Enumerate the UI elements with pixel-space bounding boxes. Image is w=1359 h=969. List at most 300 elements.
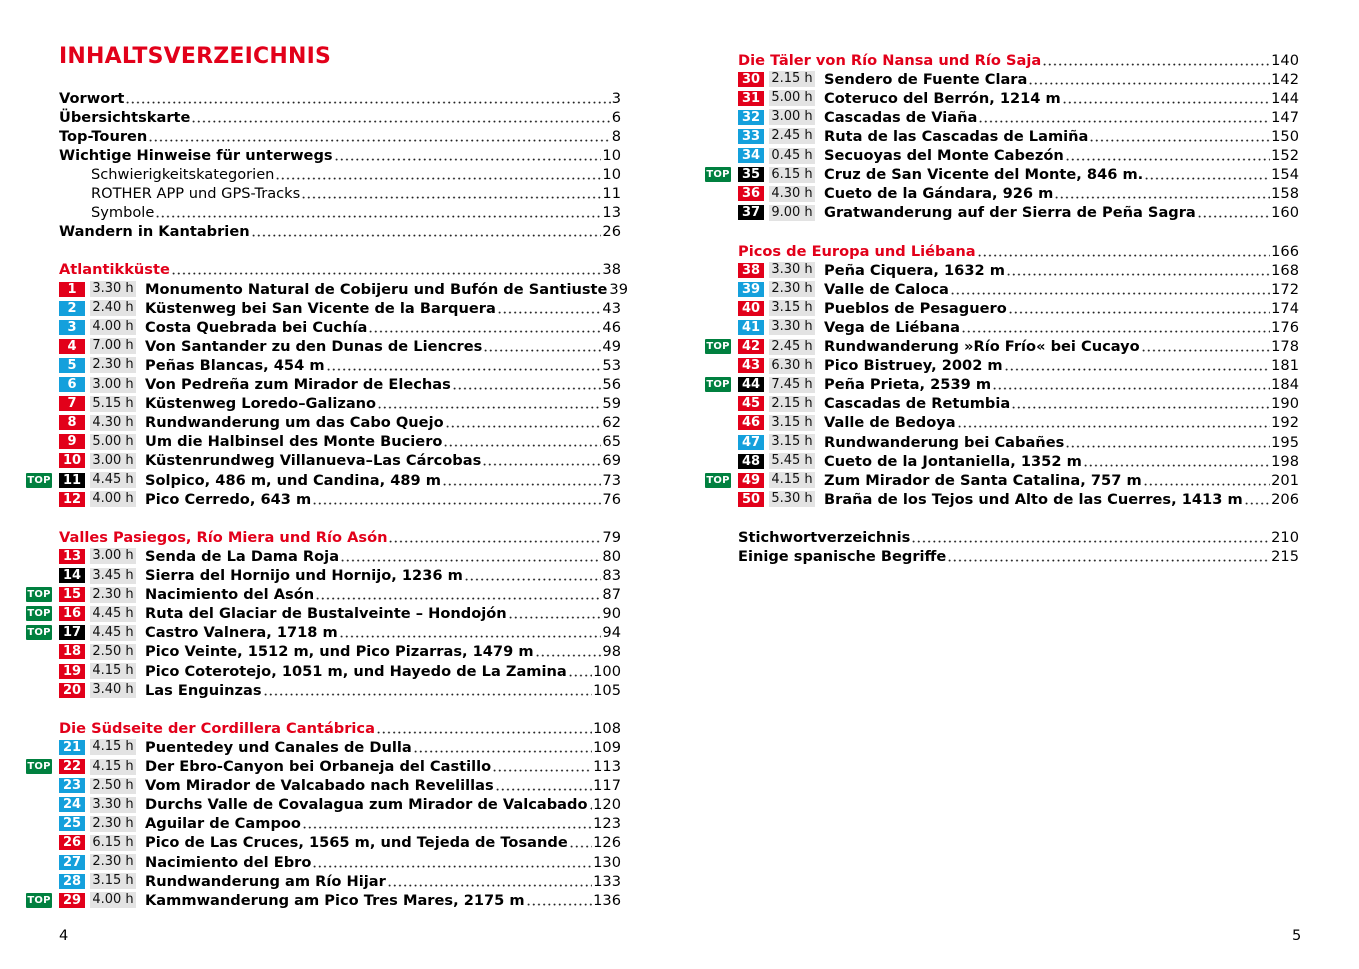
top-tour-badge: TOP <box>27 761 51 772</box>
duration-badge: 7.45 h <box>769 377 815 393</box>
toc-entry[interactable] <box>59 127 621 146</box>
page-ref: 158 <box>1271 185 1299 203</box>
tour-entry-7[interactable] <box>59 394 621 413</box>
tour-entry-43[interactable] <box>738 356 1299 375</box>
dot-leader <box>977 242 1271 261</box>
tour-entry-28[interactable] <box>59 872 621 891</box>
tour-number-badge: 11 <box>59 473 85 488</box>
duration-badge: 4.00 h <box>90 319 136 335</box>
duration-badge: 2.30 h <box>90 854 136 870</box>
dot-leader <box>302 814 592 833</box>
entry-title: ROTHER APP und GPS-Tracks <box>91 185 301 202</box>
duration-badge: 3.40 h <box>90 682 136 698</box>
dot-leader <box>1065 433 1270 452</box>
duration-badge: 4.45 h <box>90 606 136 622</box>
page-ref: 181 <box>1271 357 1299 375</box>
tour-title: Der Ebro-Canyon bei Orbaneja del Castillo <box>145 758 492 775</box>
tour-entry-34[interactable] <box>738 146 1299 165</box>
dot-leader <box>1089 127 1270 146</box>
duration-badge: 9.00 h <box>769 205 815 221</box>
toc-entry[interactable] <box>59 222 621 241</box>
page-ref: 147 <box>1271 108 1299 126</box>
dot-leader <box>340 547 601 566</box>
dot-leader <box>368 318 601 337</box>
dot-leader <box>492 757 592 776</box>
tour-entry-5[interactable] <box>59 356 621 375</box>
tour-title: Vega de Liébana <box>824 318 960 336</box>
tour-entry-38[interactable] <box>738 261 1299 280</box>
duration-badge: 3.15 h <box>90 873 136 889</box>
tour-title: Senda de La Dama Roja <box>145 547 340 565</box>
duration-badge: 2.50 h <box>90 778 136 794</box>
tour-entry-41[interactable] <box>738 318 1299 337</box>
page-ref: 109 <box>593 738 621 756</box>
page-ref: 174 <box>1271 299 1299 317</box>
tour-title: Pico Coterotejo, 1051 m, und Hayedo de La Zamina <box>145 662 567 680</box>
tour-number-badge: 13 <box>59 549 85 564</box>
tour-title: Nacimiento del Asón <box>145 586 315 604</box>
tour-number-badge: 10 <box>59 453 85 468</box>
tour-entry-30[interactable] <box>738 70 1299 89</box>
tour-number-badge: 29 <box>59 893 85 908</box>
duration-badge: 4.45 h <box>90 472 136 488</box>
tour-entry-23[interactable] <box>59 776 621 795</box>
tour-entry-33[interactable] <box>738 127 1299 146</box>
tour-entry-11[interactable] <box>27 471 621 490</box>
toc-entry[interactable] <box>59 108 621 127</box>
dot-leader <box>978 108 1270 127</box>
tour-entry-4[interactable] <box>59 337 621 356</box>
dot-leader <box>155 203 601 222</box>
chapter-heading[interactable] <box>59 719 621 738</box>
dot-leader <box>961 318 1270 337</box>
duration-badge: 3.15 h <box>769 434 815 450</box>
dot-leader <box>1143 471 1270 490</box>
toc-entry[interactable] <box>59 146 621 165</box>
duration-badge: 3.00 h <box>90 453 136 469</box>
tour-entry-31[interactable] <box>738 89 1299 108</box>
tour-number-badge: 38 <box>738 263 764 278</box>
tour-entry-20[interactable] <box>59 681 621 700</box>
tour-entry-6[interactable] <box>59 375 621 394</box>
tour-title: Küstenweg bei San Vicente de la Barquera <box>145 299 496 317</box>
tour-entry-3[interactable] <box>59 318 621 337</box>
page-ref: 190 <box>1271 395 1299 413</box>
top-tour-badge: TOP <box>706 474 730 486</box>
tour-entry-39[interactable] <box>738 280 1299 299</box>
dot-leader <box>275 165 601 184</box>
toc-entry[interactable] <box>738 547 1299 566</box>
dot-leader <box>445 413 602 432</box>
tour-entry-19[interactable] <box>59 662 621 681</box>
dot-leader <box>1065 146 1270 165</box>
top-tour-badge: TOP <box>27 474 51 486</box>
tour-title: Costa Quebrada bei Cuchía <box>145 318 368 336</box>
dot-leader <box>1004 356 1271 375</box>
page-ref: 166 <box>1271 242 1299 260</box>
tour-title: Cascadas de Viaña <box>824 108 978 126</box>
page-number-left: 4 <box>59 927 69 944</box>
page-ref: 90 <box>602 605 621 623</box>
duration-badge: 4.30 h <box>769 186 815 202</box>
chapter-heading[interactable] <box>738 242 1299 261</box>
tour-entry-15[interactable] <box>27 585 621 604</box>
page-ref: 178 <box>1271 338 1299 355</box>
tour-title: Rundwanderung um das Cabo Quejo <box>145 414 444 432</box>
tour-number-badge: 43 <box>738 358 764 373</box>
page-ref: 142 <box>1271 70 1299 88</box>
toc-subentry[interactable] <box>91 203 621 222</box>
dot-leader <box>1197 203 1270 222</box>
tour-entry-37[interactable] <box>738 203 1299 222</box>
tour-number-badge: 35 <box>738 167 764 182</box>
tour-title: Coteruco del Berrón, 1214 m <box>824 89 1061 107</box>
tour-title: Cruz de San Vicente del Monte, 846 m. <box>824 166 1144 184</box>
tour-number-badge: 50 <box>738 492 764 507</box>
tour-number-badge: 19 <box>59 664 85 679</box>
tour-title: Pico de Las Cruces, 1565 m, und Tejeda de Tosande <box>145 834 568 852</box>
duration-badge: 3.00 h <box>769 109 815 125</box>
dot-leader <box>483 337 601 356</box>
dot-leader <box>191 108 610 127</box>
tour-title: Pueblos de Pesaguero <box>824 299 1007 317</box>
tour-number-badge: 28 <box>59 874 85 889</box>
tour-entry-9[interactable] <box>59 432 621 451</box>
page-ref: 38 <box>602 261 621 279</box>
dot-leader <box>334 146 602 165</box>
page-ref: 80 <box>602 547 621 565</box>
page-ref: 206 <box>1271 490 1299 508</box>
duration-badge: 4.00 h <box>90 892 136 908</box>
duration-badge: 3.30 h <box>90 797 136 813</box>
page-ref: 215 <box>1271 548 1299 566</box>
page-title: INHALTSVERZEICHNIS <box>59 44 332 69</box>
page-ref: 154 <box>1271 166 1299 184</box>
dot-leader <box>1006 261 1270 280</box>
entry-title: Top-Touren <box>59 127 148 145</box>
tour-title: Küstenrundweg Villanueva–Las Cárcobas <box>145 452 482 470</box>
top-tour-badge: TOP <box>27 894 51 906</box>
page-ref: 87 <box>602 586 621 604</box>
duration-badge: 2.45 h <box>769 128 815 144</box>
tour-title: Sierra del Hornijo und Hornijo, 1236 m <box>145 567 463 584</box>
tour-entry-42[interactable] <box>706 337 1299 356</box>
chapter-heading[interactable] <box>59 260 621 279</box>
tour-entry-13[interactable] <box>59 547 621 566</box>
page-ref: 176 <box>1271 318 1299 336</box>
tour-number-badge: 37 <box>738 205 764 220</box>
dot-leader <box>950 280 1270 299</box>
page-ref: 56 <box>602 376 621 393</box>
tour-number-badge: 6 <box>59 377 85 392</box>
page-ref: 198 <box>1271 452 1299 470</box>
tour-entry-16[interactable] <box>27 604 621 623</box>
dot-leader <box>568 662 592 681</box>
dot-leader <box>251 222 602 241</box>
duration-badge: 4.30 h <box>90 415 136 431</box>
tour-number-badge: 44 <box>738 377 764 392</box>
tour-title: Ruta del Glaciar de Bustalveinte – Hondojón <box>145 605 507 623</box>
duration-badge: 2.30 h <box>769 281 815 297</box>
tour-entry-14[interactable] <box>59 566 621 585</box>
duration-badge: 2.30 h <box>90 357 136 373</box>
tour-number-badge: 31 <box>738 91 764 106</box>
page-ref: 168 <box>1271 261 1299 279</box>
duration-badge: 6.15 h <box>769 167 815 183</box>
tour-number-badge: 9 <box>59 434 85 449</box>
dot-leader <box>1011 394 1270 413</box>
dot-leader <box>1083 452 1270 471</box>
chapter-title: Picos de Europa und Liébana <box>738 242 976 260</box>
tour-entry-32[interactable] <box>738 108 1299 127</box>
tour-title: Cascadas de Retumbia <box>824 395 1011 413</box>
page-ref: 117 <box>593 777 621 795</box>
page-ref: 201 <box>1271 471 1299 489</box>
entry-title: Wichtige Hinweise für unterwegs <box>59 146 333 164</box>
dot-leader <box>148 127 610 146</box>
page-ref: 53 <box>602 356 621 374</box>
tour-number-badge: 7 <box>59 396 85 411</box>
page-ref: 100 <box>593 662 621 680</box>
tour-number-badge: 33 <box>738 129 764 144</box>
tour-entry-17[interactable] <box>27 623 621 642</box>
dot-leader <box>535 642 602 661</box>
tour-title: Monumento Natural de Cobijeru und Bufón de Santiuste <box>145 280 608 298</box>
page-ref: 6 <box>611 108 621 126</box>
tour-title: Castro Valnera, 1718 m <box>145 624 338 642</box>
page-ref: 192 <box>1271 414 1299 432</box>
tour-number-badge: 3 <box>59 320 85 335</box>
dot-leader <box>388 528 601 547</box>
tour-entry-47[interactable] <box>738 433 1299 452</box>
page-ref: 126 <box>593 834 621 852</box>
page-ref: 172 <box>1271 280 1299 298</box>
dot-leader <box>263 681 593 700</box>
tour-title: Von Pedreña zum Mirador de Elechas <box>145 376 451 393</box>
tour-number-badge: 49 <box>738 473 764 488</box>
duration-badge: 2.40 h <box>90 300 136 316</box>
toc-entry[interactable] <box>738 528 1299 547</box>
dot-leader <box>911 528 1270 547</box>
dot-leader <box>377 394 601 413</box>
page-ref: 94 <box>602 624 621 642</box>
tour-number-badge: 30 <box>738 72 764 87</box>
tour-entry-44[interactable] <box>706 375 1299 394</box>
tour-number-badge: 36 <box>738 186 764 201</box>
tour-entry-24[interactable] <box>59 795 621 814</box>
tour-number-badge: 22 <box>59 759 85 774</box>
dot-leader <box>589 795 593 814</box>
dot-leader <box>1244 490 1270 509</box>
tour-entry-22[interactable] <box>27 757 621 776</box>
tour-title: Rundwanderung bei Cabañes <box>824 433 1065 451</box>
tour-entry-21[interactable] <box>59 738 621 757</box>
toc-entry[interactable] <box>59 89 621 108</box>
tour-number-badge: 15 <box>59 587 85 602</box>
page-ref: 195 <box>1271 433 1299 451</box>
tour-entry-29[interactable] <box>27 891 621 910</box>
dot-leader <box>464 566 602 585</box>
tour-title: Solpico, 486 m, und Candina, 489 m <box>145 471 441 489</box>
tour-number-badge: 8 <box>59 415 85 430</box>
duration-badge: 2.45 h <box>769 339 815 355</box>
entry-title: Übersichtskarte <box>59 108 191 126</box>
tour-entry-48[interactable] <box>738 452 1299 471</box>
duration-badge: 5.00 h <box>769 90 815 106</box>
top-tour-badge: TOP <box>706 379 730 391</box>
toc-subentry[interactable] <box>91 165 621 184</box>
duration-badge: 4.15 h <box>90 759 136 775</box>
tour-number-badge: 34 <box>738 148 764 163</box>
tour-entry-26[interactable] <box>59 833 621 852</box>
dot-leader <box>497 299 602 318</box>
dot-leader <box>125 89 610 108</box>
tour-entry-12[interactable] <box>59 490 621 509</box>
tour-number-badge: 5 <box>59 358 85 373</box>
page-number-right: 5 <box>1292 927 1302 944</box>
tour-title: Pico Bistruey, 2002 m <box>824 357 1003 375</box>
page-ref: 152 <box>1271 147 1299 164</box>
tour-entry-40[interactable] <box>738 299 1299 318</box>
dot-leader <box>413 738 592 757</box>
tour-title: Peña Prieta, 2539 m <box>824 376 992 394</box>
tour-title: Cueto de la Gándara, 926 m <box>824 185 1054 203</box>
top-tour-badge: TOP <box>27 608 51 620</box>
entry-title: Einige spanische Begriffe <box>738 548 947 566</box>
dot-leader <box>387 872 592 891</box>
dot-leader <box>315 585 601 604</box>
tour-entry-18[interactable] <box>59 642 621 661</box>
dot-leader <box>312 490 601 509</box>
tour-number-badge: 24 <box>59 797 85 812</box>
tour-title: Valle de Bedoya <box>824 414 956 432</box>
duration-badge: 6.30 h <box>769 358 815 374</box>
tour-number-badge: 1 <box>59 282 85 297</box>
tour-title: Cueto de la Jontaniella, 1352 m <box>824 452 1082 470</box>
duration-badge: 4.15 h <box>90 739 136 755</box>
tour-entry-8[interactable] <box>59 413 621 432</box>
entry-title: Wandern in Kantabrien <box>59 223 250 241</box>
duration-badge: 7.00 h <box>90 338 136 354</box>
tour-entry-50[interactable] <box>738 490 1299 509</box>
duration-badge: 4.15 h <box>90 663 136 679</box>
tour-title: Rundwanderung »Río Frío« bei Cucayo <box>824 338 1140 355</box>
duration-badge: 5.15 h <box>90 396 136 412</box>
tour-number-badge: 2 <box>59 301 85 316</box>
top-tour-badge: TOP <box>27 589 51 601</box>
tour-entry-25[interactable] <box>59 814 621 833</box>
tour-number-badge: 23 <box>59 778 85 793</box>
dot-leader <box>326 356 602 375</box>
top-tour-badge: TOP <box>706 341 730 352</box>
tour-number-badge: 21 <box>59 740 85 755</box>
chapter-heading[interactable] <box>738 51 1299 70</box>
dot-leader <box>526 891 593 910</box>
tour-entry-36[interactable] <box>738 184 1299 203</box>
tour-title: Peña Ciquera, 1632 m <box>824 261 1005 279</box>
chapter-heading[interactable] <box>59 528 621 547</box>
page-ref: 49 <box>602 337 621 355</box>
dot-leader <box>376 719 592 738</box>
chapter-title: Valles Pasiegos, Río Miera und Río Asón <box>59 528 388 546</box>
tour-number-badge: 12 <box>59 492 85 507</box>
toc-subentry[interactable] <box>91 184 621 203</box>
duration-badge: 4.15 h <box>769 472 815 488</box>
page-ref: 8 <box>611 127 621 145</box>
dot-leader <box>1144 165 1270 184</box>
dot-leader <box>452 375 602 394</box>
page-ref: 210 <box>1271 529 1299 546</box>
dot-leader <box>1008 299 1270 318</box>
page-ref: 108 <box>593 719 621 737</box>
tour-number-badge: 40 <box>738 301 764 316</box>
tour-entry-35[interactable] <box>706 165 1299 184</box>
page-ref: 144 <box>1271 89 1299 107</box>
duration-badge: 0.45 h <box>769 148 815 164</box>
tour-title: Braña de los Tejos und Alto de las Cuerres, 1413 m <box>824 490 1243 508</box>
tour-number-badge: 32 <box>738 110 764 125</box>
tour-title: Valle de Caloca <box>824 280 949 298</box>
duration-badge: 6.15 h <box>90 835 136 851</box>
duration-badge: 2.30 h <box>90 816 136 832</box>
tour-entry-2[interactable] <box>59 299 621 318</box>
tour-number-badge: 4 <box>59 339 85 354</box>
tour-title: Zum Mirador de Santa Catalina, 757 m <box>824 471 1142 489</box>
page-ref: 10 <box>602 146 621 164</box>
dot-leader <box>1054 184 1270 203</box>
tour-entry-27[interactable] <box>59 853 621 872</box>
tour-title: Kammwanderung am Pico Tres Mares, 2175 m <box>145 891 525 909</box>
duration-badge: 3.15 h <box>769 300 815 316</box>
chapter-title: Die Südseite der Cordillera Cantábrica <box>59 719 375 737</box>
tour-number-badge: 48 <box>738 454 764 469</box>
page-ref: 59 <box>602 395 621 413</box>
page-ref: 133 <box>593 872 621 890</box>
tour-number-badge: 39 <box>738 282 764 297</box>
tour-entry-10[interactable] <box>59 451 621 470</box>
dot-leader <box>569 833 592 852</box>
tour-entry-45[interactable] <box>738 394 1299 413</box>
page-ref: 3 <box>611 89 621 107</box>
tour-entry-46[interactable] <box>738 413 1299 432</box>
dot-leader <box>1141 337 1270 356</box>
tour-title: Nacimiento del Ebro <box>145 853 312 871</box>
page-ref: 123 <box>593 815 621 833</box>
tour-number-badge: 46 <box>738 415 764 430</box>
tour-title: Aguilar de Campoo <box>145 815 301 833</box>
tour-number-badge: 20 <box>59 683 85 698</box>
tour-entry-1[interactable] <box>59 280 628 299</box>
duration-badge: 4.45 h <box>90 625 136 641</box>
tour-entry-49[interactable] <box>706 471 1299 490</box>
entry-title: Symbole <box>91 204 155 222</box>
top-tour-badge: TOP <box>27 627 51 639</box>
page-ref: 62 <box>602 414 621 432</box>
duration-badge: 5.45 h <box>769 453 815 469</box>
page-ref: 184 <box>1271 376 1299 394</box>
tour-title: Von Santander zu den Dunas de Liencres <box>145 337 483 355</box>
page-ref: 83 <box>602 567 621 584</box>
dot-leader <box>1028 70 1270 89</box>
tour-number-badge: 47 <box>738 435 764 450</box>
tour-number-badge: 16 <box>59 606 85 621</box>
tour-number-badge: 45 <box>738 396 764 411</box>
page-ref: 79 <box>602 528 621 546</box>
duration-badge: 3.30 h <box>769 319 815 335</box>
tour-number-badge: 26 <box>59 835 85 850</box>
page-ref: 120 <box>593 796 621 814</box>
tour-title: Secuoyas del Monte Cabezón <box>824 147 1064 164</box>
